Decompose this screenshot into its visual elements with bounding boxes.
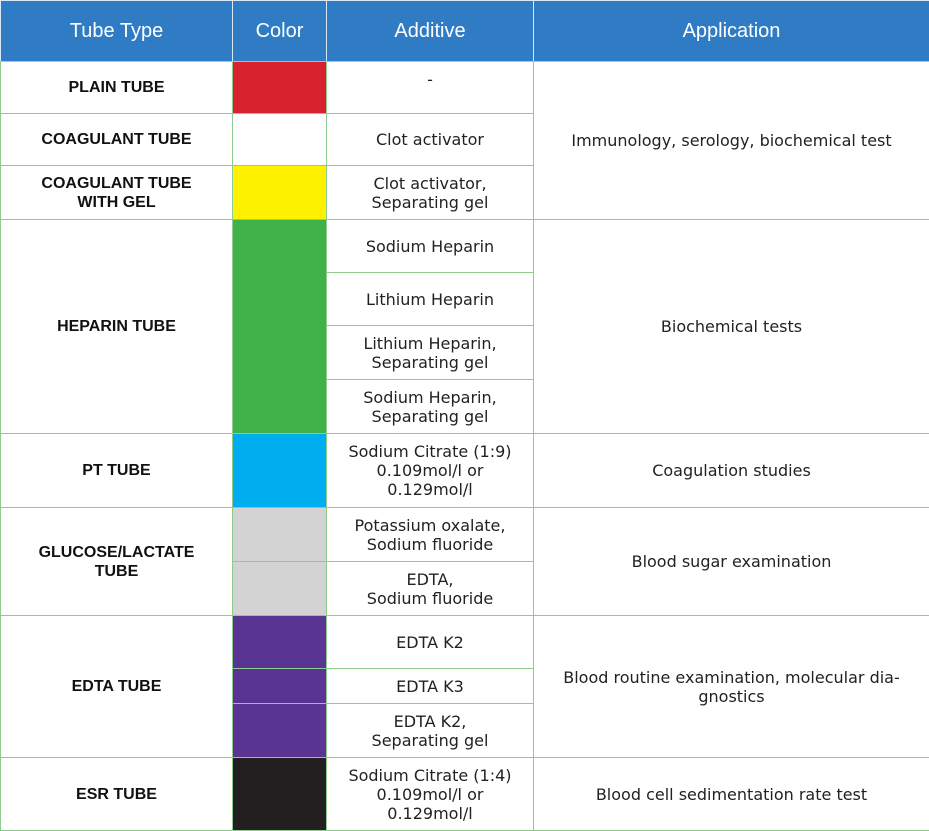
additive-edta-3: EDTA K2, Separating gel: [327, 704, 534, 758]
color-swatch-edta-1: [233, 616, 327, 669]
header-application: Application: [534, 1, 929, 62]
tube-type-edta: EDTA TUBE: [1, 616, 233, 758]
additive-coagulant-gel: Clot activator, Separating gel: [327, 166, 534, 220]
table-row: [1, 62, 929, 114]
tube-type-esr: ESR TUBE: [1, 758, 233, 831]
tube-type-coagulant: COAGULANT TUBE: [1, 114, 233, 166]
color-swatch-glucose-1: [233, 508, 327, 562]
header-additive: Additive: [327, 1, 534, 62]
color-swatch-heparin: [233, 220, 327, 434]
additive-heparin-3: Lithium Heparin, Separating gel: [327, 326, 534, 380]
additive-edta-1: EDTA K2: [327, 616, 534, 669]
additive-coagulant: Clot activator: [327, 114, 534, 166]
additive-plain: -: [327, 62, 534, 114]
color-swatch-glucose-2: [233, 562, 327, 616]
color-swatch-edta-3: [233, 704, 327, 758]
additive-pt: Sodium Citrate (1:9) 0.109mol/l or 0.129mol/l: [327, 434, 534, 508]
application-edta: Blood routine examination, molecular dia- gnostics: [534, 616, 929, 758]
additive-heparin-2: Lithium Heparin: [327, 273, 534, 326]
tube-type-glucose: GLUCOSE/LACTATE TUBE: [1, 508, 233, 616]
header-row: [1, 1, 929, 62]
header-color: Color: [233, 1, 327, 62]
application-glucose: Blood sugar examination: [534, 508, 929, 616]
additive-esr: Sodium Citrate (1:4) 0.109mol/l or 0.129mol/l: [327, 758, 534, 831]
application-immunology: Immunology, serology, biochemical test: [534, 62, 929, 220]
table-row: [1, 434, 929, 508]
additive-glucose-1: Potassium oxalate, Sodium fluoride: [327, 508, 534, 562]
additive-edta-2: EDTA K3: [327, 669, 534, 704]
table-row: [1, 508, 929, 562]
table-row: [1, 220, 929, 273]
application-heparin: Biochemical tests: [534, 220, 929, 434]
color-swatch-pt: [233, 434, 327, 508]
application-pt: Coagulation studies: [534, 434, 929, 508]
color-swatch-edta-2: [233, 669, 327, 704]
table-row: [1, 758, 929, 831]
header-tube-type: Tube Type: [1, 1, 233, 62]
tube-type-heparin: HEPARIN TUBE: [1, 220, 233, 434]
tube-type-coagulant-gel: COAGULANT TUBE WITH GEL: [1, 166, 233, 220]
additive-heparin-4: Sodium Heparin, Separating gel: [327, 380, 534, 434]
tube-type-plain: PLAIN TUBE: [1, 62, 233, 114]
table-row: [1, 616, 929, 669]
color-swatch-esr: [233, 758, 327, 831]
tube-type-pt: PT TUBE: [1, 434, 233, 508]
additive-glucose-2: EDTA, Sodium fluoride: [327, 562, 534, 616]
additive-heparin-1: Sodium Heparin: [327, 220, 534, 273]
color-swatch-plain: [233, 62, 327, 114]
application-esr: Blood cell sedimentation rate test: [534, 758, 929, 831]
color-swatch-coagulant-gel: [233, 166, 327, 220]
color-swatch-coagulant: [233, 114, 327, 166]
